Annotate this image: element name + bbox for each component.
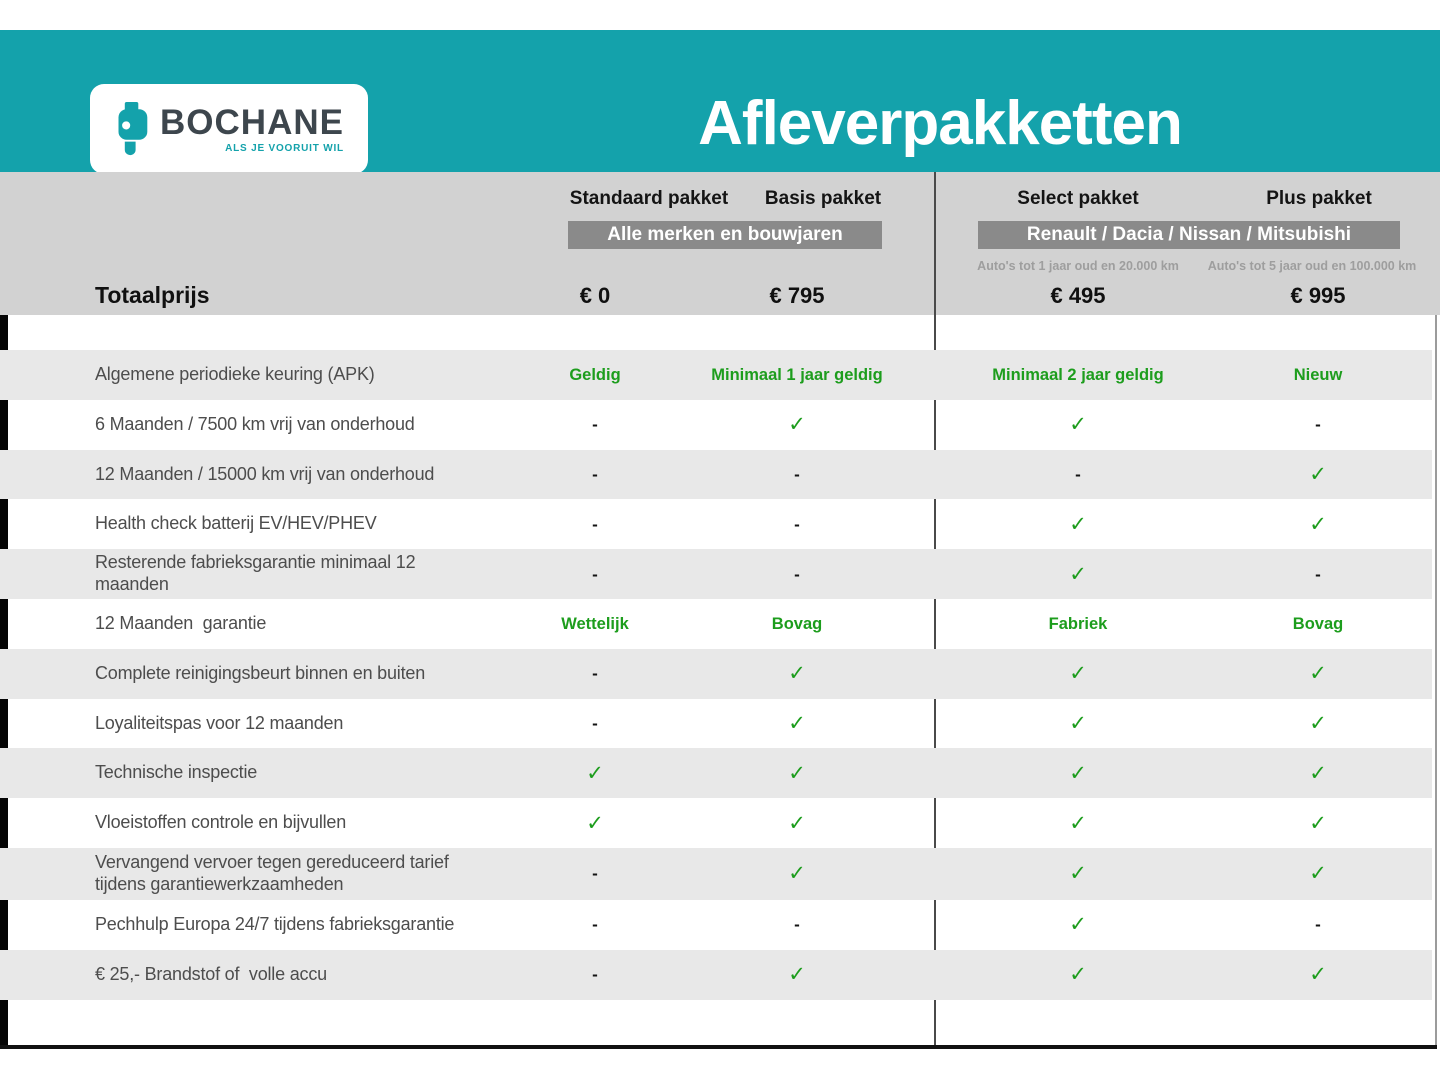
dash-mark: - [794,514,800,534]
check-icon: ✓ [788,662,806,686]
value-text: Fabriek [1048,614,1108,633]
page-title: Afleverpakketten [698,89,1182,158]
table-row [0,549,1432,599]
cell-plus [1218,649,1418,699]
total-price-label: Totaalprijs [95,282,210,308]
check-icon: ✓ [1069,662,1087,686]
check-icon: ✓ [1309,761,1327,785]
check-icon: ✓ [1069,811,1087,835]
cell-standaard [495,649,695,699]
check-icon: ✓ [1309,811,1327,835]
bochane-logo [90,84,368,174]
check-icon: ✓ [1309,711,1327,735]
dash-mark: - [1315,564,1321,584]
bochane-logo-icon [114,101,150,157]
cell-select [978,900,1178,950]
dash-mark: - [592,713,598,733]
total-price-standaard: € 0 [579,283,611,308]
check-icon: ✓ [1069,562,1087,586]
cell-plus [1218,900,1418,950]
check-icon: ✓ [1309,662,1327,686]
check-icon: ✓ [788,862,806,886]
cell-select [978,950,1178,1000]
cell-basis [697,748,897,798]
value-text: Bovag [1292,614,1344,633]
value-text: Minimaal 1 jaar geldig [711,365,883,384]
table-row [0,798,1440,848]
value-text: Minimaal 2 jaar geldig [992,365,1164,384]
check-icon: ✓ [1069,512,1087,536]
cell-plus [1218,549,1418,599]
cell-standaard [495,350,695,400]
cell-select [978,848,1178,900]
dash-mark: - [592,464,598,484]
row-label: 12 Maanden / 15000 km vrij van onderhoud [95,463,435,484]
table-row [0,400,1440,450]
row-label: Complete reinigingsbeurt binnen en buiten [95,662,426,683]
dash-mark: - [592,564,598,584]
cell-standaard [495,699,695,749]
table-row [0,848,1432,900]
check-icon: ✓ [1309,462,1327,486]
table-row [0,499,1440,549]
row-label: Vloeistoffen controle en bijvullen [95,812,347,833]
brand-text-wrap [160,102,344,154]
cell-basis [697,599,897,649]
value-text: Geldig [569,365,621,384]
check-icon: ✓ [1069,711,1087,735]
check-icon: ✓ [586,761,604,785]
cell-basis [697,400,897,450]
cell-plus [1218,848,1418,900]
feature-rows [0,350,1440,1000]
cell-plus [1218,798,1418,848]
row-label: Resterende fabrieksgarantie minimaal 12 maanden [95,552,421,595]
table-row [0,350,1432,400]
cell-standaard [495,499,695,549]
check-icon: ✓ [788,761,806,785]
check-icon: ✓ [788,811,806,835]
column-header-basis: Basis pakket [764,188,882,209]
column-header-plus: Plus pakket [1266,188,1372,209]
cell-standaard [495,798,695,848]
total-price-plus: € 995 [1290,283,1346,308]
total-price-basis: € 795 [769,283,825,308]
table-row [0,950,1432,1000]
row-label: Pechhulp Europa 24/7 tijdens fabrieksgarantie [95,914,455,935]
cell-basis [697,350,897,400]
dash-mark: - [1075,464,1081,484]
check-icon: ✓ [1069,761,1087,785]
check-icon: ✓ [1069,862,1087,886]
check-icon: ✓ [586,811,604,835]
table-row [0,900,1440,950]
check-icon: ✓ [1069,963,1087,987]
cell-plus [1218,499,1418,549]
cell-basis [697,900,897,950]
cell-basis [697,950,897,1000]
cell-standaard [495,950,695,1000]
badge-all-brands: Alle merken en bouwjaren [568,221,882,249]
check-icon: ✓ [1309,963,1327,987]
dash-mark: - [794,915,800,935]
dash-mark: - [794,564,800,584]
table-row [0,450,1432,500]
total-price-select: € 495 [1050,283,1106,308]
cell-select [978,748,1178,798]
dash-mark: - [592,664,598,684]
cell-select [978,599,1178,649]
check-icon: ✓ [1309,512,1327,536]
cell-basis [697,549,897,599]
cell-select [978,798,1178,848]
cell-basis [697,499,897,549]
cell-standaard [495,450,695,500]
brand-tagline: ALS JE VOORUIT WIL [225,142,344,154]
table-row [0,599,1440,649]
cell-basis [697,848,897,900]
brand-name: BOCHANE [160,102,344,142]
table-row [0,699,1440,749]
table-bottom-border [0,1045,1437,1049]
cell-standaard [495,848,695,900]
cell-select [978,350,1178,400]
cell-plus [1218,748,1418,798]
check-icon: ✓ [788,711,806,735]
column-header-standaard: Standaard pakket [569,188,729,209]
row-label: € 25,- Brandstof of volle accu [95,963,327,984]
cell-standaard [495,549,695,599]
dash-mark: - [592,915,598,935]
column-header-select: Select pakket [1017,188,1139,209]
dash-mark: - [794,464,800,484]
dash-mark: - [592,965,598,985]
value-text: Bovag [771,614,823,633]
table-row [0,649,1432,699]
row-label: Health check batterij EV/HEV/PHEV [95,513,377,534]
value-text: Nieuw [1293,365,1343,384]
cell-select [978,499,1178,549]
value-text: Wettelijk [561,614,629,633]
cell-plus [1218,950,1418,1000]
dash-mark: - [1315,915,1321,935]
row-label: Loyaliteitspas voor 12 maanden [95,712,344,733]
check-icon: ✓ [1069,413,1087,437]
row-label: Vervangend vervoer tegen gereduceerd tarief tijdens garantiewerkzaamheden [95,852,449,894]
check-icon: ✓ [788,963,806,987]
row-label: Technische inspectie [95,762,258,783]
badge-brand-list: Renault / Dacia / Nissan / Mitsubishi [978,221,1400,249]
subnote-select: Auto's tot 1 jaar oud en 20.000 km [977,259,1179,273]
cell-standaard [495,900,695,950]
cell-select [978,699,1178,749]
check-icon: ✓ [1069,913,1087,937]
row-label: 6 Maanden / 7500 km vrij van onderhoud [95,413,415,434]
cell-plus [1218,699,1418,749]
table-row [0,748,1432,798]
cell-select [978,549,1178,599]
cell-standaard [495,400,695,450]
cell-basis [697,649,897,699]
cell-select [978,400,1178,450]
cell-standaard [495,599,695,649]
row-label: 12 Maanden garantie [95,613,267,634]
dash-mark: - [592,864,598,884]
dash-mark: - [592,514,598,534]
cell-plus [1218,450,1418,500]
cell-plus [1218,400,1418,450]
cell-standaard [495,748,695,798]
cell-plus [1218,350,1418,400]
subnote-plus: Auto's tot 5 jaar oud en 100.000 km [1207,259,1417,273]
cell-basis [697,450,897,500]
check-icon: ✓ [788,413,806,437]
row-label: Algemene periodieke keuring (APK) [95,364,375,385]
cell-plus [1218,599,1418,649]
cell-select [978,450,1178,500]
check-icon: ✓ [1309,862,1327,886]
cell-basis [697,798,897,848]
dash-mark: - [1315,415,1321,435]
dash-mark: - [592,415,598,435]
cell-basis [697,699,897,749]
cell-select [978,649,1178,699]
teal-header-band [0,30,1440,172]
